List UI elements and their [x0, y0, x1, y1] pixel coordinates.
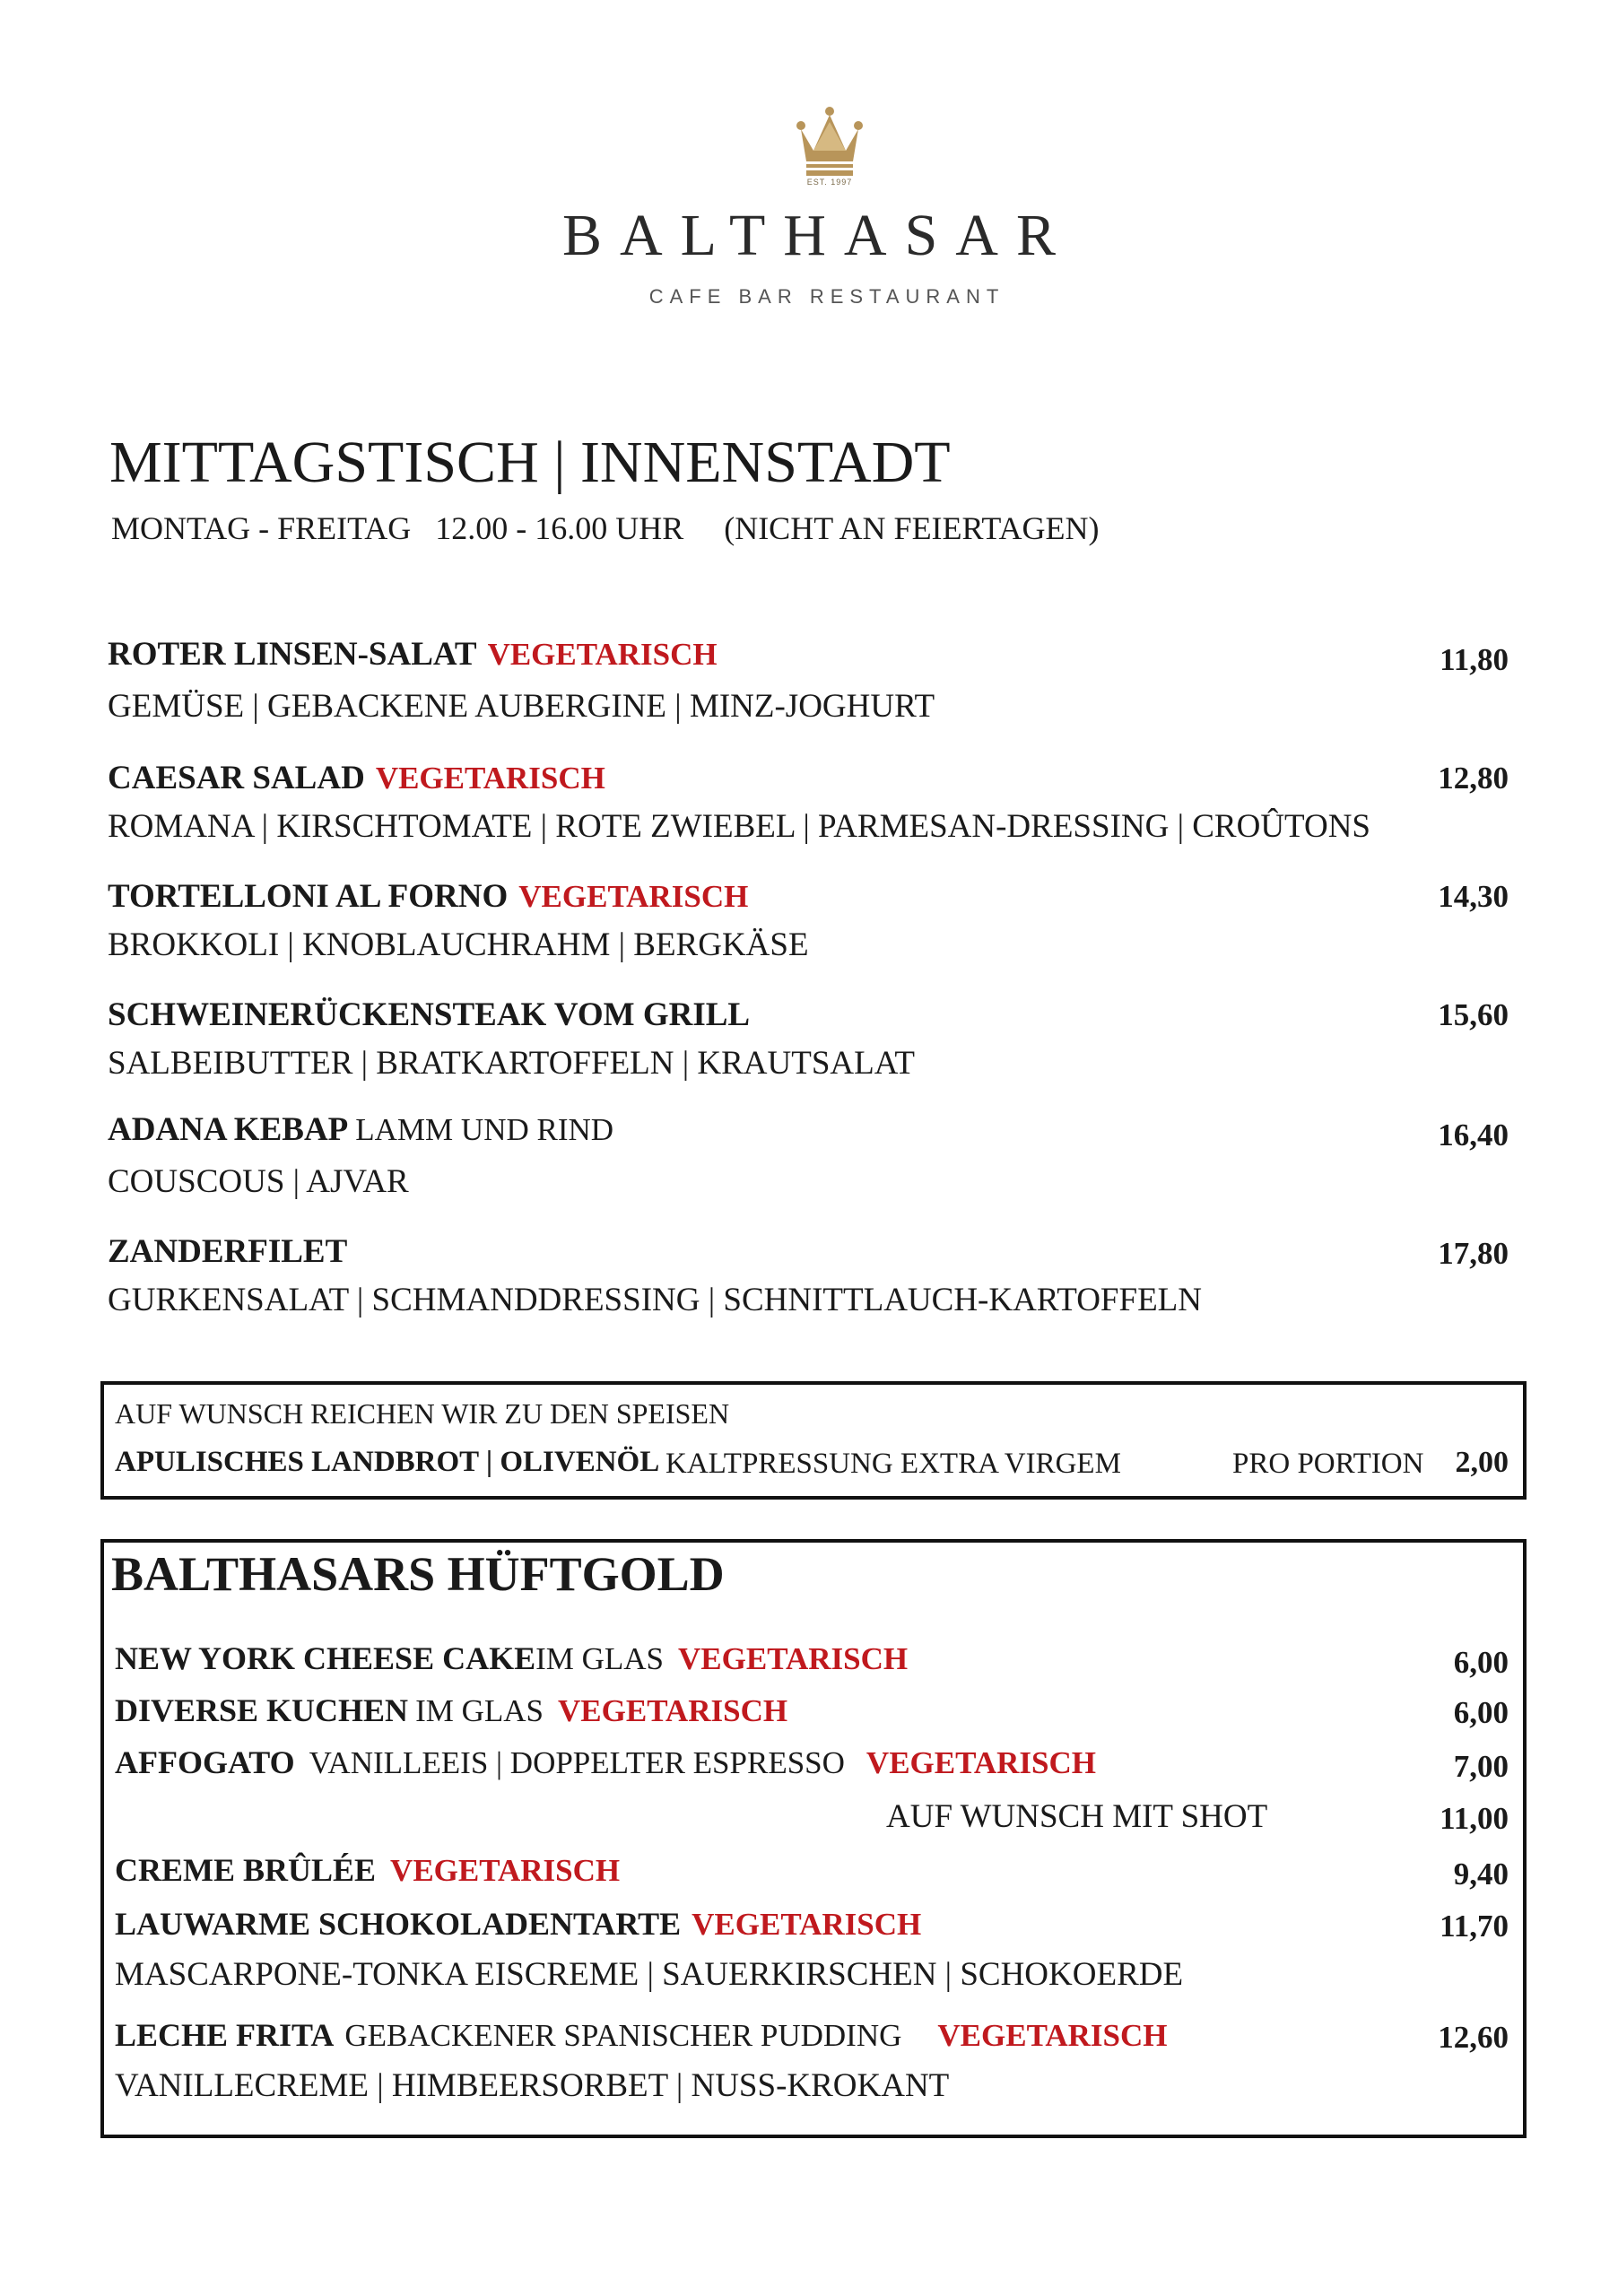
item-name: TORTELLONI AL FORNO — [108, 878, 509, 915]
vegetarian-tag: VEGETARISCH — [692, 1907, 922, 1942]
item-note: VANILLEEIS | DOPPELTER ESPRESSO — [309, 1745, 845, 1780]
item-price: 17,80 — [1438, 1236, 1509, 1271]
vegetarian-tag: VEGETARISCH — [558, 1693, 788, 1728]
vegetarian-tag: VEGETARISCH — [937, 2018, 1168, 2053]
item-name: ROTER LINSEN-SALAT — [108, 636, 477, 673]
vegetarian-tag: VEGETARISCH — [390, 1853, 621, 1888]
item-description: VANILLECREME | HIMBEERSORBET | NUSS-KROKANT — [115, 2067, 950, 2104]
item-name: CAESAR SALAD — [108, 760, 365, 796]
item-price: 6,00 — [1453, 1645, 1509, 1680]
item-description: GEMÜSE | GEBACKENE AUBERGINE | MINZ-JOGHURT — [108, 688, 935, 725]
item-price: 11,80 — [1440, 642, 1509, 677]
item-name: NEW YORK CHEESE CAKE — [115, 1640, 536, 1676]
bread-unit: PRO PORTION — [1232, 1448, 1424, 1480]
item-name: SCHWEINERÜCKENSTEAK VOM GRILL — [108, 996, 751, 1033]
item-description: BROKKOLI | KNOBLAUCHRAHM | BERGKÄSE — [108, 926, 809, 963]
brand-subtitle: CAFE BAR RESTAURANT — [648, 285, 1005, 308]
item-name: CREME BRÛLÉE — [115, 1852, 377, 1888]
dessert-item-title — [115, 1744, 1096, 1781]
item-name: AFFOGATO — [115, 1744, 295, 1780]
item-extra-price: 11,00 — [1440, 1801, 1509, 1836]
item-description: ROMANA | KIRSCHTOMATE | ROTE ZWIEBEL | PARMESAN-DRESSING | CROÛTONS — [108, 808, 1371, 845]
dessert-item-title — [115, 1905, 921, 1943]
item-price: 9,40 — [1453, 1857, 1509, 1892]
menu-item-title — [108, 759, 605, 797]
item-name: DIVERSE KUCHEN — [115, 1692, 409, 1728]
item-note: IM GLAS — [415, 1693, 544, 1728]
bread-intro: AUF WUNSCH REICHEN WIR ZU DEN SPEISEN — [115, 1397, 730, 1430]
bread-price: 2,00 — [1455, 1446, 1509, 1479]
item-price: 14,30 — [1438, 879, 1509, 914]
dessert-title: BALTHASARS HÜFTGOLD — [111, 1547, 725, 1601]
item-note: IM GLAS — [535, 1641, 665, 1676]
item-note: LAMM UND RIND — [355, 1112, 614, 1147]
item-note: GEBACKENER SPANISCHER PUDDING — [344, 2018, 902, 2053]
brand-name: BALTHASAR — [562, 203, 1074, 268]
item-price: 12,80 — [1438, 761, 1509, 796]
bread-name: APULISCHES LANDBROT | OLIVENÖL — [115, 1446, 660, 1478]
crown-logo-icon — [794, 106, 866, 187]
vegetarian-tag: VEGETARISCH — [518, 879, 749, 914]
menu-item-title — [108, 877, 748, 916]
item-description: SALBEIBUTTER | BRATKARTOFFELN | KRAUTSALAT — [108, 1045, 915, 1082]
section-title: MITTAGSTISCH | INNENSTADT — [109, 430, 951, 495]
menu-item-title — [108, 635, 718, 674]
menu-item-title — [108, 1232, 347, 1271]
item-name: ADANA KEBAP — [108, 1111, 349, 1148]
item-name: LAUWARME SCHOKOLADENTARTE — [115, 1906, 682, 1942]
vegetarian-tag: VEGETARISCH — [487, 637, 718, 672]
section-hours: MONTAG - FREITAG 12.00 - 16.00 UHR (NICHT AN FEIERTAGEN) — [111, 510, 1100, 546]
item-price: 7,00 — [1453, 1749, 1509, 1784]
dessert-item-title — [115, 1692, 787, 1729]
dessert-item-title — [115, 1639, 908, 1677]
item-price: 11,70 — [1440, 1909, 1509, 1944]
est-label: EST. 1997 — [806, 178, 853, 187]
item-price: 15,60 — [1438, 997, 1509, 1032]
item-price: 12,60 — [1438, 2020, 1509, 2055]
item-description: COUSCOUS | AJVAR — [108, 1163, 409, 1200]
menu-item-title — [108, 996, 750, 1034]
item-description: MASCARPONE-TONKA EISCREME | SAUERKIRSCHEN | SCHOKOERDE — [115, 1956, 1184, 1993]
item-name: LECHE FRITA — [115, 2017, 335, 2053]
vegetarian-tag: VEGETARISCH — [375, 761, 605, 796]
dessert-item-title — [115, 2016, 1167, 2054]
bread-note: KALTPRESSUNG EXTRA VIRGEM — [665, 1448, 1121, 1480]
item-price: 6,00 — [1453, 1695, 1509, 1730]
item-extra-note: AUF WUNSCH MIT SHOT — [886, 1798, 1268, 1835]
vegetarian-tag: VEGETARISCH — [866, 1745, 1096, 1780]
vegetarian-tag: VEGETARISCH — [678, 1641, 909, 1676]
item-name: ZANDERFILET — [108, 1233, 348, 1270]
dessert-item-title — [115, 1851, 620, 1889]
menu-item-title — [108, 1110, 613, 1149]
item-price: 16,40 — [1438, 1118, 1509, 1152]
item-description: GURKENSALAT | SCHMANDDRESSING | SCHNITTLAUCH-KARTOFFELN — [108, 1282, 1202, 1318]
